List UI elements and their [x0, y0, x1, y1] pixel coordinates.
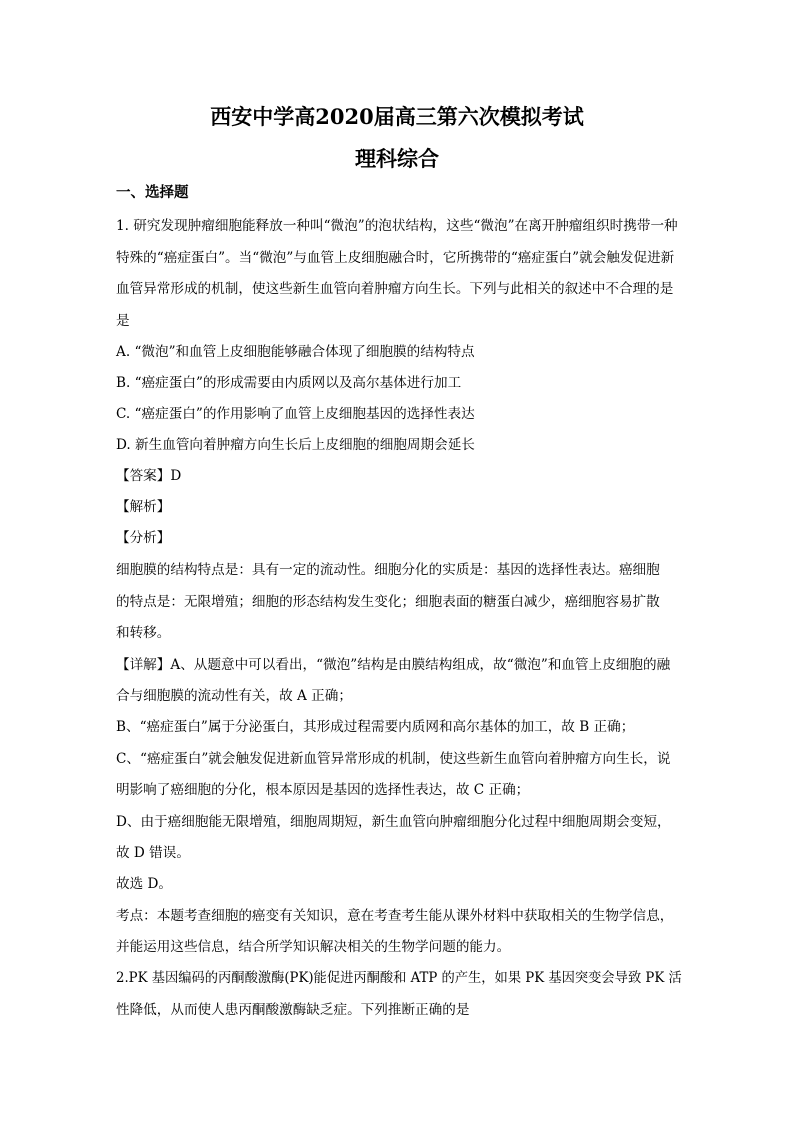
q1-detail-line: 【详解】A、从题意中可以看出，“微泡”结构是由膜结构组成，故“微泡”和血管上皮细胞的融 [116, 657, 671, 673]
q1-fenxi-heading: 【分析】 [116, 530, 171, 546]
q1-detail-line: B、“癌症蛋白”属于分泌蛋白，其形成过程需要内质网和高尔基体的加工，故 B 正确； [116, 719, 635, 735]
q1-kaodian-line: 并能运用这些信息，结合所学知识解决相关的生物学问题的能力。 [116, 939, 511, 955]
q1-stem-line: 1. 研究发现肿瘤细胞能释放一种叫“微泡”的泡状结构，这些“微泡”在离开肿瘤组织时携带一种 [116, 218, 678, 234]
q1-detail-line: 合与细胞膜的流动性有关，故 A 正确； [116, 688, 352, 704]
q1-detail-line: 故 D 错误。 [116, 845, 190, 861]
q2-stem-line: 性降低，从而使人患丙酮酸激酶缺乏症。下列推断正确的是 [116, 1002, 470, 1018]
q1-analysis-line: 的特点是：无限增殖；细胞的形态结构发生变化；细胞表面的糖蛋白减少，癌细胞容易扩散 [116, 594, 660, 610]
q1-stem-line: 是 [116, 313, 130, 329]
q1-option-d: D. 新生血管向着肿瘤方向生长后上皮细胞的细胞周期会延长 [116, 437, 475, 453]
q1-option-c: C. “癌症蛋白”的作用影响了血管上皮细胞基因的选择性表达 [116, 406, 475, 422]
q1-option-b: B. “癌症蛋白”的形成需要由内质网以及高尔基体进行加工 [116, 375, 462, 391]
section-heading: 一、选择题 [116, 184, 189, 201]
q1-answer: 【答案】D [116, 468, 182, 484]
page-subtitle: 理科综合 [355, 146, 439, 171]
q1-analysis-line: 和转移。 [116, 625, 171, 641]
q1-option-a: A. “微泡”和血管上皮细胞能够融合体现了细胞膜的结构特点 [116, 344, 475, 360]
q1-detail-line: 故选 D。 [116, 876, 173, 892]
page-title: 西安中学高2020届高三第六次模拟考试 [210, 104, 584, 129]
q1-kaodian-line: 考点：本题考查细胞的癌变有关知识，意在考查考生能从课外材料中获取相关的生物学信息， [116, 908, 674, 924]
q1-stem-line: 血管异常形成的机制，使这些新生血管向着肿瘤方向生长。下列与此相关的叙述中不合理的是 [116, 281, 674, 297]
q1-detail-line: 明影响了癌细胞的分化，根本原因是基因的选择性表达，故 C 正确； [116, 782, 530, 798]
q1-analysis-heading: 【解析】 [116, 499, 171, 515]
q1-analysis-line: 细胞膜的结构特点是：具有一定的流动性。细胞分化的实质是：基因的选择性表达。癌细胞 [116, 562, 660, 578]
q1-stem-line: 特殊的“癌症蛋白”。当“微泡”与血管上皮细胞融合时，它所携带的“癌症蛋白”就会触发促进新 [116, 250, 675, 266]
q2-stem-line: 2.PK 基因编码的丙酮酸激酶(PK)能促进丙酮酸和 ATP 的产生，如果 PK 基因突变会导致 PK 活 [116, 970, 682, 986]
q1-detail-line: D、由于癌细胞能无限增殖，细胞周期短，新生血管向肿瘤细胞分化过程中细胞周期会变短， [116, 814, 671, 830]
q1-detail-line: C、“癌症蛋白”就会触发促进新血管异常形成的机制，使这些新生血管向着肿瘤方向生长，说 [116, 751, 671, 767]
